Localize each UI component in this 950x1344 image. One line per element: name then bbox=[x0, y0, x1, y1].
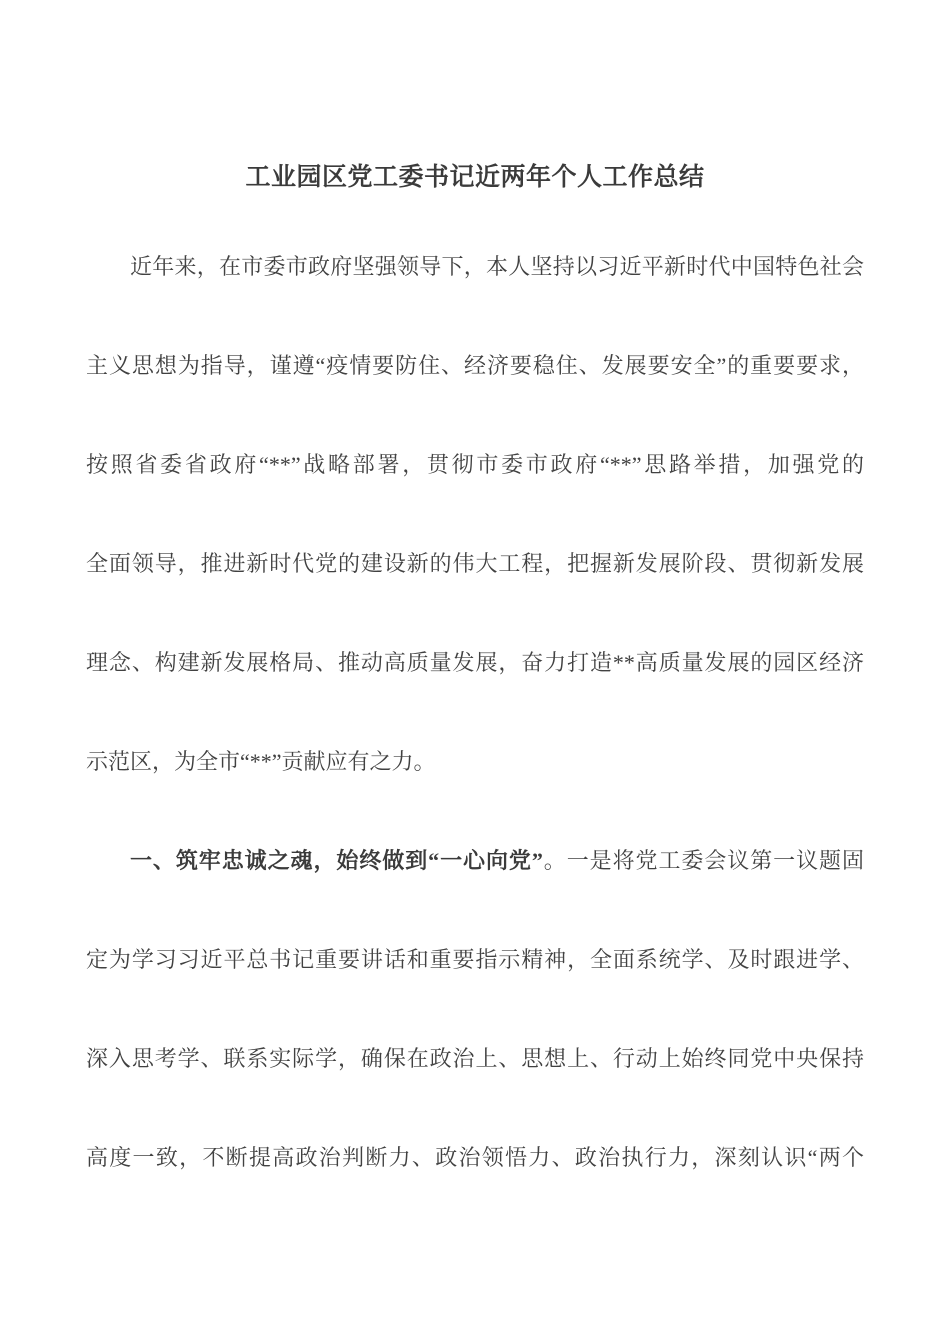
document-body bbox=[86, 217, 864, 1207]
section-heading-bold: 一、筑牢忠诚之魂，始终做到“一心向党” bbox=[130, 848, 543, 873]
paragraph-line: 按照省委省政府“**”战略部署，贯彻市委市政府“**”思路举措，加强党的 bbox=[86, 452, 864, 477]
paragraph-line: 定为学习习近平总书记重要讲话和重要指示精神，全面系统学、及时跟进学、 bbox=[86, 947, 864, 972]
paragraph-line: 理念、构建新发展格局、推动高质量发展，奋力打造**高质量发展的园区经济 bbox=[86, 650, 864, 675]
document-title: 工业园区党工委书记近两年个人工作总结 bbox=[245, 164, 705, 191]
paragraph-line: 近年来，在市委市政府坚强领导下，本人坚持以习近平新时代中国特色社会 bbox=[130, 254, 864, 279]
paragraph-line: 深入思考学、联系实际学，确保在政治上、思想上、行动上始终同党中央保持 bbox=[86, 1046, 864, 1071]
paragraph-line-text: 。一是将党工委会议第一议题固 bbox=[542, 848, 864, 873]
paragraph-line: 全面领导，推进新时代党的建设新的伟大工程，把握新发展阶段、贯彻新发展 bbox=[86, 551, 864, 576]
paragraph-line bbox=[86, 811, 864, 910]
paragraph-line: 示范区，为全市“**”贡献应有之力。 bbox=[86, 749, 436, 774]
paragraph-line: 高度一致，不断提高政治判断力、政治领悟力、政治执行力，深刻认识“两个 bbox=[86, 1145, 864, 1170]
paragraph-line: 主义思想为指导，谨遵“疫情要防住、经济要稳住、发展要安全”的重要要求， bbox=[86, 353, 864, 378]
